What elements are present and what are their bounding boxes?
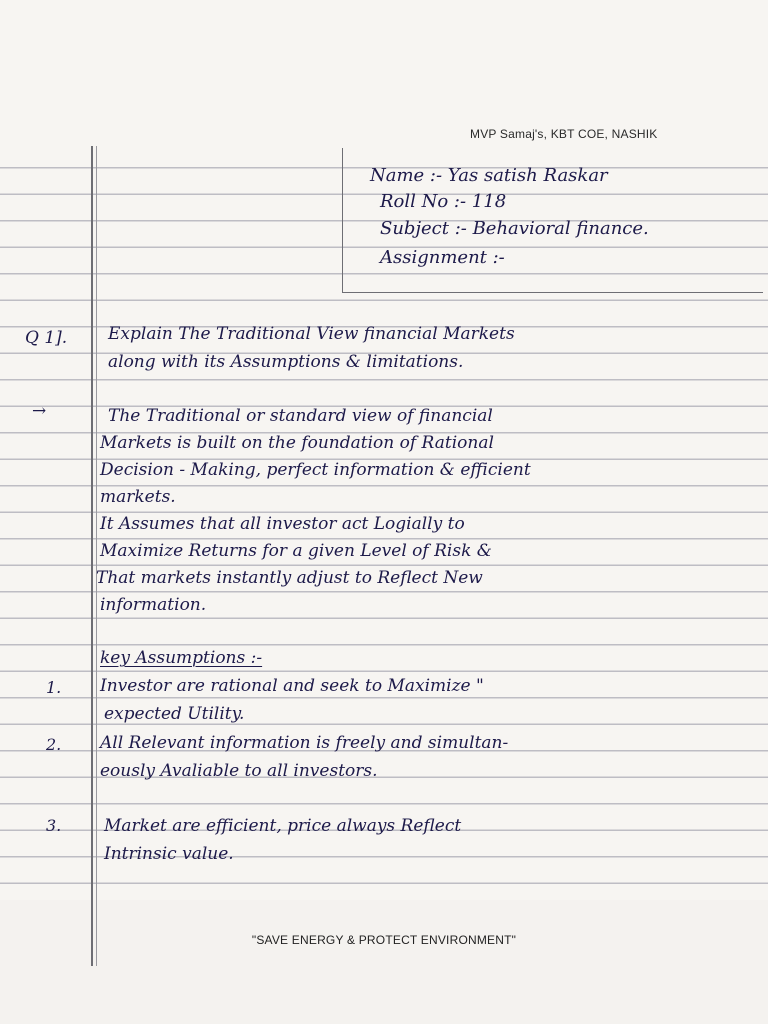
subject: Subject :- Behavioral finance. xyxy=(380,218,649,239)
roll-number: Roll No :- 118 xyxy=(380,191,507,212)
answer-line: information. xyxy=(100,595,207,615)
assumption-line: Investor are rational and seek to Maximize " xyxy=(100,676,484,696)
assumption-number: 3. xyxy=(46,816,62,835)
answer-line: The Traditional or standard view of financial xyxy=(108,406,493,426)
student-name: Name :- Yas satish Raskar xyxy=(370,165,608,186)
college-name: MVP Samaj's, KBT COE, NASHIK xyxy=(470,127,658,141)
page-bottom-margin xyxy=(0,900,768,1024)
assignment-label: Assignment :- xyxy=(380,247,505,268)
answer-line: Markets is built on the foundation of Rational xyxy=(100,433,494,453)
question-line-1: Explain The Traditional View financial Markets xyxy=(108,324,515,344)
assumption-line: eously Avaliable to all investors. xyxy=(100,761,378,781)
assumptions-heading: key Assumptions :- xyxy=(100,648,263,668)
answer-arrow-icon: → xyxy=(32,401,47,421)
assumption-number: 2. xyxy=(46,735,62,754)
answer-line: Maximize Returns for a given Level of Risk & xyxy=(100,541,492,561)
answer-line: It Assumes that all investor act Logially to xyxy=(100,514,465,534)
assumption-number: 1. xyxy=(46,678,62,697)
question-line-2: along with its Assumptions & limitations. xyxy=(108,352,464,372)
assumption-line: All Relevant information is freely and simultan- xyxy=(100,733,509,753)
page-top-margin xyxy=(0,0,768,146)
question-number: Q 1]. xyxy=(25,328,68,348)
answer-line: markets. xyxy=(100,487,176,507)
margin-rule xyxy=(91,146,93,966)
assumption-line: Market are efficient, price always Reflect xyxy=(104,816,462,836)
footer-slogan: "SAVE ENERGY & PROTECT ENVIRONMENT" xyxy=(251,933,517,947)
assumption-line: Intrinsic value. xyxy=(104,844,234,864)
margin-rule-inner xyxy=(96,146,97,966)
assumption-line: expected Utility. xyxy=(104,704,245,724)
answer-line: That markets instantly adjust to Reflect New xyxy=(96,568,483,588)
answer-line: Decision - Making, perfect information & efficient xyxy=(100,460,531,480)
